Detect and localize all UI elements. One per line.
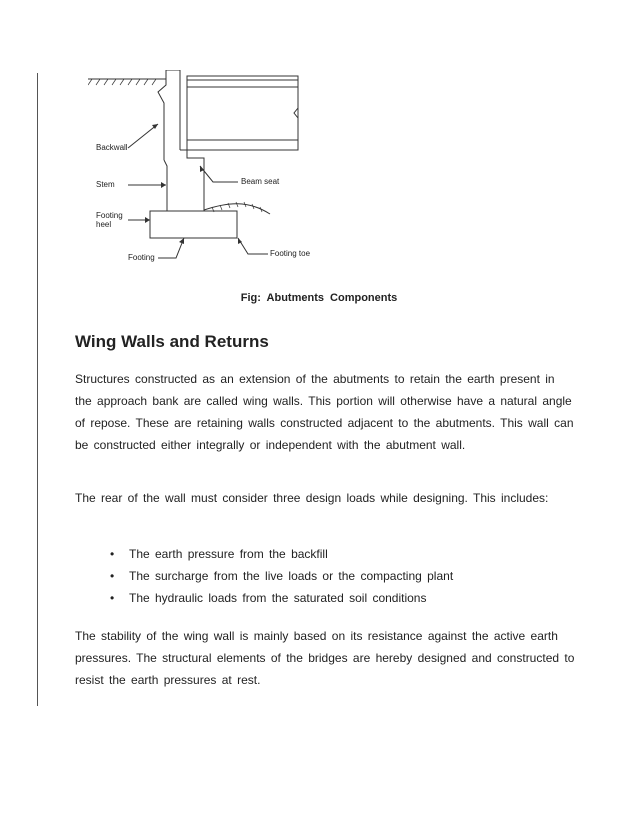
section-heading: Wing Walls and Returns (75, 332, 269, 351)
backwall-leader (128, 124, 158, 148)
stem-label: Stem (96, 180, 115, 189)
beam-seat (180, 150, 204, 162)
list-item: • The hydraulic loads from the saturated soil conditions (110, 587, 453, 609)
break-mark (294, 108, 298, 118)
backfill-hatch (88, 79, 156, 85)
design-loads-list (110, 543, 453, 609)
footing-heel-label-line1: Footing (96, 211, 123, 220)
footing-label: Footing (128, 253, 155, 262)
list-item: • The earth pressure from the backfill (110, 543, 453, 565)
footing-block (150, 211, 237, 238)
abutment-drawing (88, 70, 328, 270)
backwall-back-face (158, 79, 166, 160)
left-margin-rule (37, 73, 38, 706)
paragraph-wing-walls-intro: Structures constructed as an extension of the abutments to retain the earth present in the approach bank are called wing walls. This portion will otherwise have a natural angle of repose. These are retaining walls constructed adjacent to the abutments. This wall can be constructed either integrally or independent with the abutment wall. (75, 372, 574, 452)
beam-seat-label: Beam seat (241, 177, 280, 186)
footing-toe-label: Footing toe (270, 249, 311, 258)
paragraph-design-loads: The rear of the wall must consider three design loads while designing. This includes: (75, 491, 549, 505)
figure-caption: Fig: Abutments Components (240, 292, 398, 304)
backwall-label: Backwall (96, 143, 128, 152)
footing-leader (158, 238, 184, 258)
footing-heel-label-line2: heel (96, 220, 112, 229)
list-item: • The surcharge from the live loads or the compacting plant (110, 565, 453, 587)
beam-seat-leader (200, 166, 238, 182)
footing-toe-leader (238, 238, 268, 254)
abutment-diagram (88, 70, 328, 270)
paragraph-stability: The stability of the wing wall is mainly based on its resistance against the active earth pressures. The structural elements of the bridges are hereby designed and constructed to resist the earth pressures at rest. (75, 629, 575, 687)
